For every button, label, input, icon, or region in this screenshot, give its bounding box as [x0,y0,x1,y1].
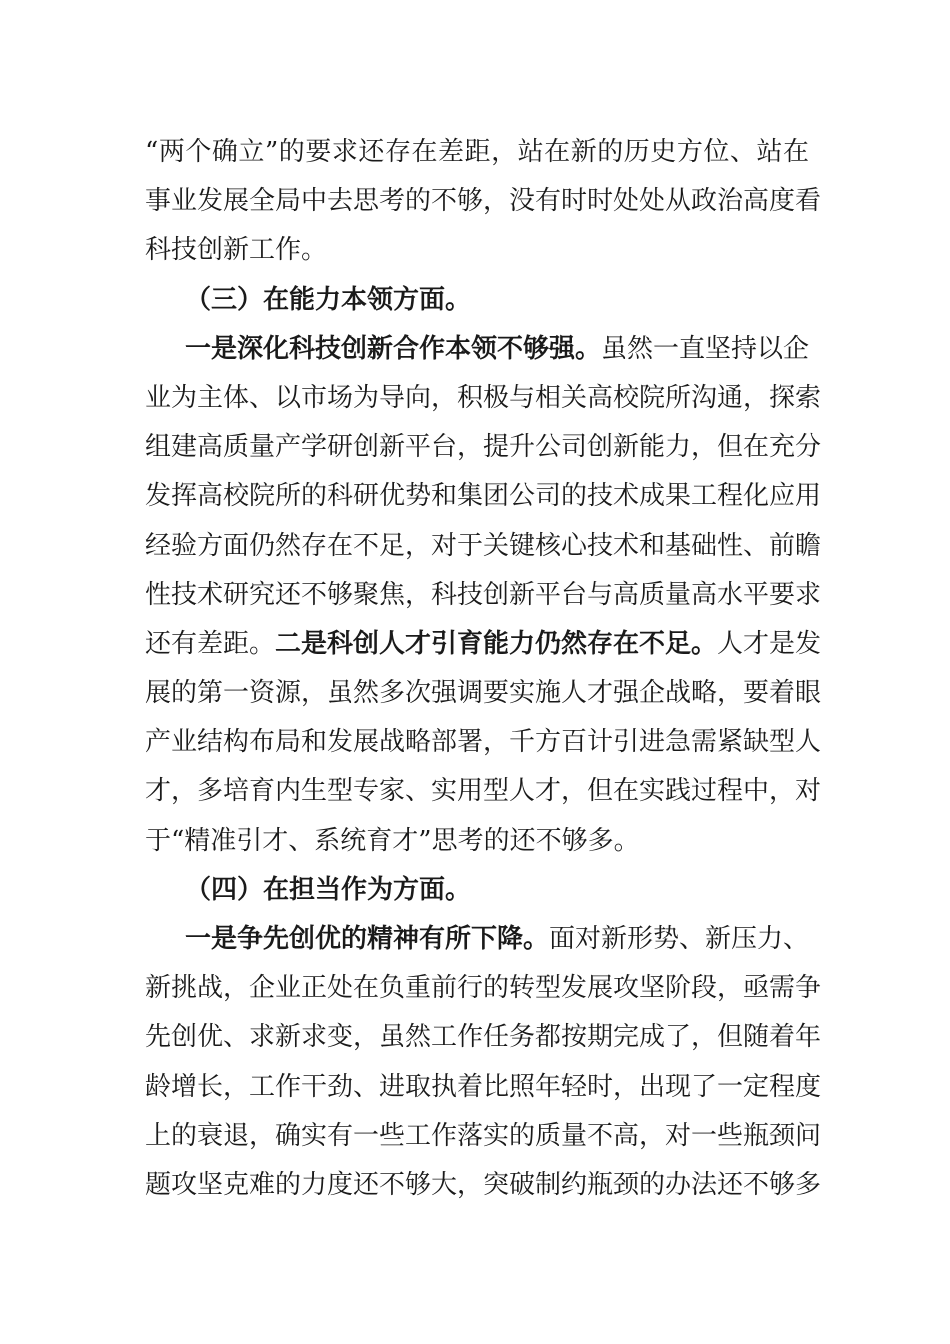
text-segment: 经验方面仍然存在不足，对于关键核心技术和基础性、前瞻 [145,530,822,561]
text-line [145,571,822,620]
text-segment: 业为主体、以市场为导向，积极与相关高校院所沟通，探索 [145,382,822,413]
text-line [145,374,822,423]
text-line [145,1063,822,1112]
text-segment: 才，多培育内生型专家、实用型人才，但在实践过程中，对 [145,776,822,807]
section-heading [145,276,809,325]
paragraph-last-line [145,226,809,275]
text-line [145,1112,822,1161]
bold-phrase: 一是深化科技创新合作本领不够强。 [185,333,602,364]
text-segment: 新挑战，企业正处在负重前行的转型发展攻坚阶段，亟需争 [145,973,822,1004]
bold-phrase: （三）在能力本领方面。 [185,284,472,315]
bold-phrase: 一是争先创优的精神有所下降。 [185,924,550,954]
text-line [145,522,822,571]
text-line [145,423,822,472]
text-segment: “两个确立”的要求还存在差距，站在新的历史方位、站在 [145,137,809,167]
text-segment: 性技术研究还不够聚焦，科技创新平台与高质量高水平要求 [145,579,822,610]
text-line [145,1161,822,1210]
text-line [145,718,822,767]
text-segment: 题攻坚克难的力度还不够大，突破制约瓶颈的办法还不够多 [145,1169,822,1200]
text-line [145,472,822,521]
text-segment: 产业结构布局和发展战略部署，千方百计引进急需紧缺型人 [145,727,822,758]
text-line [145,620,822,669]
section-heading [145,866,809,915]
text-line [145,177,822,226]
text-segment: 面对新形势、新压力、 [549,924,810,954]
text-segment: 先创优、求新求变，虽然工作任务都按期完成了，但随着年 [145,1022,822,1053]
text-segment: 发挥高校院所的科研优势和集团公司的技术成果工程化应用 [145,481,822,512]
text-segment: 人才是发 [717,628,822,659]
text-line [145,669,822,718]
paragraph-last-line [145,817,809,866]
text-segment: 科技创新工作。 [145,235,328,266]
text-segment: 龄增长，工作干劲、进取执着比照年轻时，出现了一定程度 [145,1071,822,1102]
document-body [145,128,822,1210]
text-line [145,1013,822,1062]
bold-phrase: 二是科创人才引育能力仍然存在不足。 [275,628,718,659]
text-segment: 展的第一资源，虽然多次强调要实施人才强企战略，要着眼 [145,678,822,709]
text-segment: 组建高质量产学研创新平台，提升公司创新能力，但在充分 [145,432,822,463]
text-segment: 事业发展全局中去思考的不够，没有时时处处从政治高度看 [145,186,822,217]
paragraph-first-line [145,915,809,964]
paragraph-first-line [145,325,809,374]
text-segment: 于“精准引才、系统育才”思考的还不够多。 [145,825,640,856]
text-segment: 还有差距。 [145,628,276,659]
text-line [145,128,809,177]
bold-phrase: （四）在担当作为方面。 [185,874,472,905]
text-line [145,964,822,1013]
text-line [145,767,822,816]
text-segment: 虽然一直坚持以企 [601,333,810,364]
text-segment: 上的衰退，确实有一些工作落实的质量不高，对一些瓶颈问 [145,1120,822,1151]
